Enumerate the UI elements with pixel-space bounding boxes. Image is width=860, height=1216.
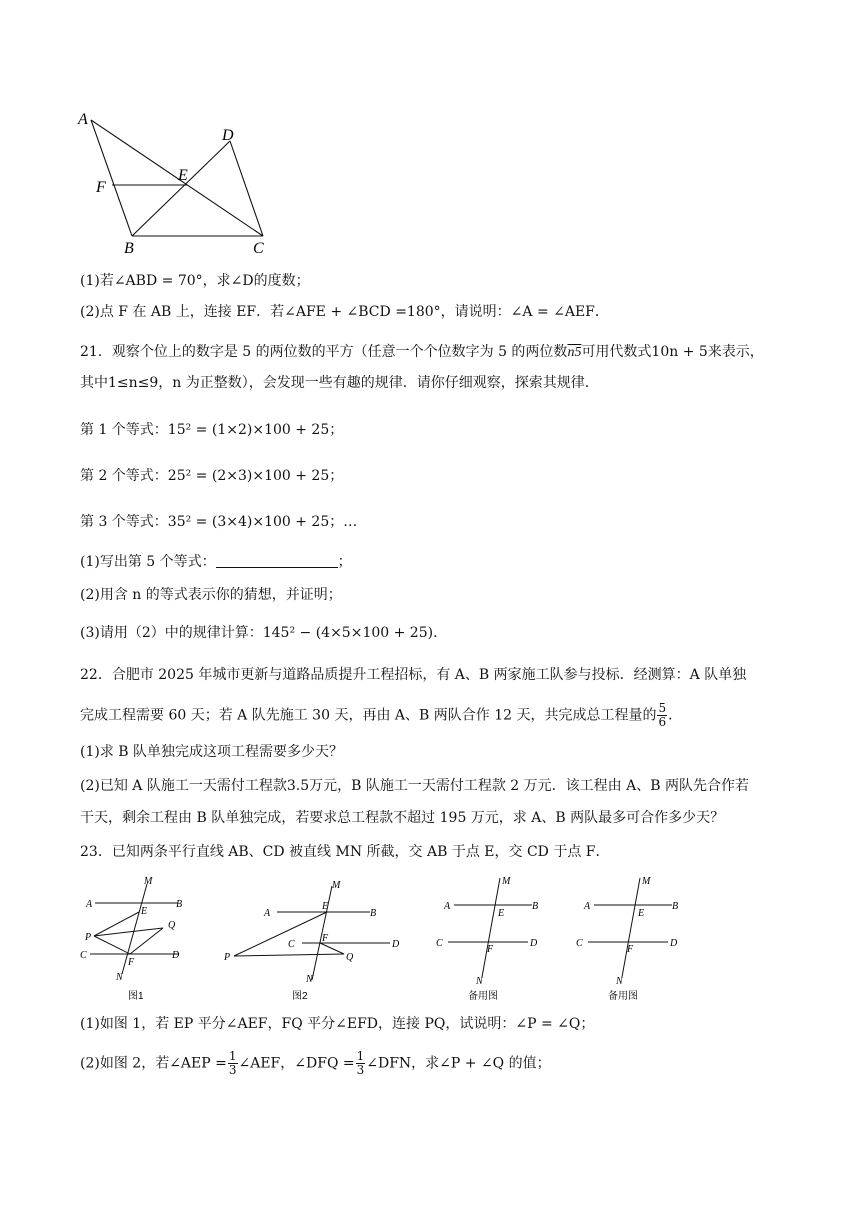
- q22-intro-line2: [80, 702, 682, 729]
- fig1-label-N: N: [116, 972, 123, 983]
- backup1-label-F: F: [487, 944, 494, 955]
- fig1-label-E: E: [141, 906, 148, 917]
- backup-figure-1: [432, 872, 552, 1004]
- backup1-label-E: E: [498, 908, 505, 919]
- fig1-label-F: F: [128, 957, 135, 968]
- fig2-label-A: A: [264, 908, 271, 919]
- label-C: C: [253, 240, 264, 257]
- backup1-label-M: M: [502, 876, 511, 887]
- fig2-label-D: D: [392, 939, 400, 950]
- fig2-label-Q: Q: [346, 952, 354, 963]
- fraction-five-sixths: [657, 702, 667, 729]
- q23-part2: [80, 1050, 551, 1077]
- backup2-label-A: A: [584, 901, 591, 912]
- q22-part2-line1: (2)已知 A 队施工一天需付工程款3.5万元，B 队施工一天需付工程款 2 万元．该工程由 A、B 两队先合作若: [80, 778, 749, 794]
- q21-part2: (2)用含 n 的等式表示你的猜想，并证明；: [80, 587, 342, 603]
- figure-2: [222, 872, 412, 1004]
- fraction-numerator: 5: [658, 701, 667, 715]
- backup2-label-F: F: [627, 944, 634, 955]
- q21-intro-line1: [80, 342, 764, 363]
- backup2-label-N: N: [616, 976, 623, 987]
- fig1-label-A: A: [86, 899, 93, 910]
- backup1-label-D: D: [530, 938, 538, 949]
- label-B: B: [124, 240, 134, 257]
- q21-part1: [80, 552, 352, 572]
- backup2-label-C: C: [576, 938, 583, 949]
- backup1-label-A: A: [444, 901, 451, 912]
- backup2-label-D: D: [670, 938, 678, 949]
- q22-intro-line1: 22．合肥市 2025 年城市更新与道路品质提升工程招标，有 A、B 两家施工队参与投标．经测算：A 队单独: [80, 667, 747, 683]
- fraction-denominator: 6: [658, 715, 667, 729]
- fig2-label-N: N: [306, 974, 313, 985]
- fig2-label-C: C: [288, 939, 295, 950]
- fig1-label-C: C: [80, 950, 87, 961]
- q21-intro-a: 21．观察个位上的数字是 5 的两位数的平方（任意一个个位数字为 5 的两位数: [80, 344, 568, 360]
- q20-part2: (2)点 F 在 AB 上，连接 EF．若∠AFE + ∠BCD =180°，请说明：∠A = ∠AEF．: [80, 304, 609, 320]
- fig1-label-B: B: [176, 899, 183, 910]
- q22-intro-c: ．: [668, 707, 683, 724]
- fraction-numerator: 1: [228, 1049, 237, 1063]
- backup2-label-E: E: [638, 908, 645, 919]
- q21-part1-end: ；: [337, 554, 352, 570]
- fraction-one-third-a: [228, 1050, 238, 1077]
- backup1-label-B: B: [532, 901, 539, 912]
- q21-part3: (3)请用（2）中的规律计算：145² − (4×5×100 + 25).: [80, 625, 438, 641]
- label-E: E: [178, 167, 188, 184]
- backup1-caption: 备用图: [468, 991, 498, 1002]
- q22-intro-b: 完成工程需要 60 天；若 A 队先施工 30 天，再由 A、B 两队合作 12 天，共完成总工程量的: [80, 707, 657, 724]
- figure-1: [80, 872, 200, 1004]
- label-F: F: [96, 179, 106, 196]
- fig1-label-Q: Q: [168, 920, 176, 931]
- label-D: D: [222, 127, 234, 144]
- fig2-label-F: F: [322, 933, 329, 944]
- q23-part2-b: ∠AEF，∠DFQ =: [238, 1055, 355, 1072]
- figure-quadrilateral: [75, 108, 275, 258]
- q23-part2-c: ∠DFN，求∠P + ∠Q 的值；: [366, 1055, 551, 1072]
- fraction-denominator: 3: [228, 1063, 237, 1077]
- backup2-label-M: M: [642, 876, 651, 887]
- fraction-denominator: 3: [356, 1063, 365, 1077]
- q21-intro-line2: 其中1≤n≤9，n 为正整数），会发现一些有趣的规律．请你仔细观察，探索其规律．: [80, 375, 599, 391]
- q23-part1: (1)如图 1，若 EP 平分∠AEF，FQ 平分∠EFD，连接 PQ，试说明：∠P = ∠Q；: [80, 1016, 595, 1032]
- fig2-caption: 图2: [292, 991, 308, 1002]
- fraction-numerator: 1: [356, 1049, 365, 1063]
- q21-eq2: 第 2 个等式：25² = (2×3)×100 + 25；: [80, 468, 344, 484]
- q21-intro-b: 可用代数式10n + 5来表示，: [581, 344, 764, 360]
- backup2-caption: 备用图: [608, 991, 638, 1002]
- q21-part1-text: (1)写出第 5 个等式：: [80, 554, 216, 570]
- backup2-label-B: B: [672, 901, 679, 912]
- fig2-label-E: E: [322, 901, 329, 912]
- backup1-label-C: C: [436, 938, 443, 949]
- backup-figure-2: [572, 872, 692, 1004]
- q20-part1: (1)若∠ABD = 70°，求∠D的度数；: [80, 273, 310, 289]
- fig2-label-M: M: [332, 880, 341, 891]
- q23-intro: 23．已知两条平行直线 AB、CD 被直线 MN 所截，交 AB 于点 E，交 CD 于点 F．: [80, 844, 610, 860]
- fig1-caption: 图1: [128, 991, 144, 1002]
- backup1-label-N: N: [476, 976, 483, 987]
- fig1-label-D: D: [172, 950, 180, 961]
- fraction-one-third-b: [356, 1050, 366, 1077]
- q21-eq3: 第 3 个等式：35² = (3×4)×100 + 25；…: [80, 514, 358, 530]
- fig1-label-P: P: [85, 932, 92, 943]
- label-A: A: [78, 111, 88, 128]
- answer-blank: [216, 553, 338, 568]
- fig1-label-M: M: [144, 876, 153, 887]
- q22-part1: (1)求 B 队单独完成这项工程需要多少天？: [80, 744, 344, 760]
- q21-overline-n5: n5: [567, 345, 582, 360]
- q22-part2-line2: 干天，剩余工程由 B 队单独完成，若要求总工程款不超过 195 万元，求 A、B 两队最多可合作多少天？: [80, 810, 725, 826]
- fig2-label-B: B: [370, 908, 377, 919]
- q21-eq1: 第 1 个等式：15² = (1×2)×100 + 25；: [80, 422, 344, 438]
- q23-part2-a: (2)如图 2，若∠AEP =: [80, 1055, 227, 1072]
- fig2-label-P: P: [224, 952, 231, 963]
